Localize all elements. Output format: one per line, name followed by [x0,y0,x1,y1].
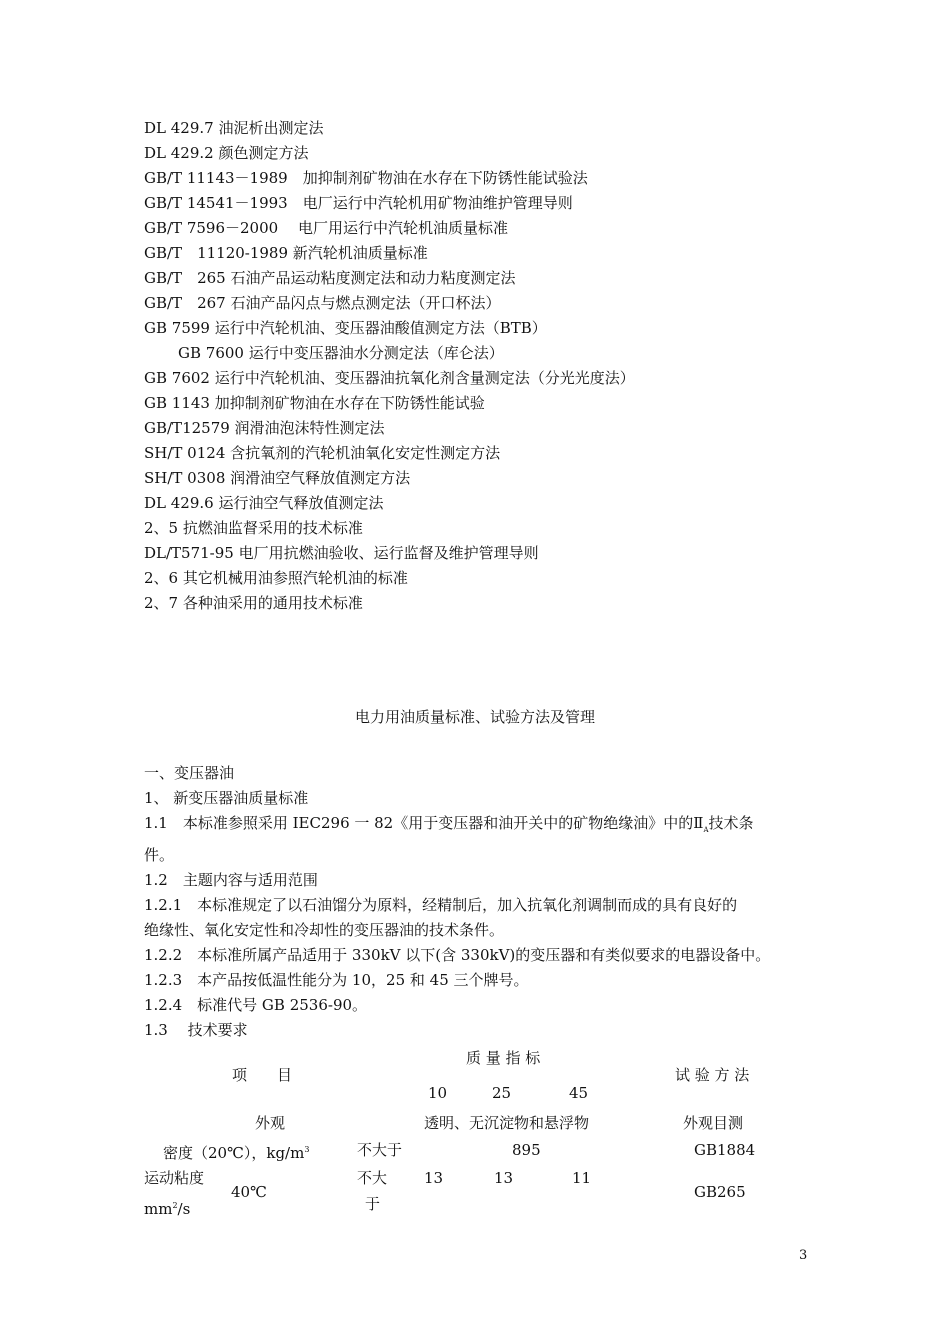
list-item: GB/T 11120-1989 新汽轮机油质量标准 [144,244,428,262]
grade-10: 10 [428,1084,448,1102]
list-item: GB/T 11143－1989 加抑制剂矿物油在水存在下防锈性能试验法 [144,169,588,187]
paragraph: 1.2.3 本产品按低温性能分为 10，25 和 45 三个牌号。 [144,971,529,989]
grade-25: 25 [492,1084,512,1102]
superscript: 2 [172,1201,178,1210]
density-label: 密度（20℃），kg/m [163,1144,305,1162]
list-item: SH/T 0308 润滑油空气释放值测定方法 [144,469,411,487]
list-item: GB 7600 运行中变压器油水分测定法（库仑法） [178,344,504,362]
row-viscosity-value-25: 13 [494,1169,514,1187]
spec-table [144,1044,844,1224]
list-item: GB/T12579 润滑油泡沫特性测定法 [144,419,385,437]
document-title: 电力用油质量标准、试验方法及管理 [354,708,595,726]
row-viscosity-limit: 不大 [357,1169,388,1187]
paragraph-text: 技术条 [708,814,754,832]
list-item: GB 1143 加抑制剂矿物油在水存在下防锈性能试验 [144,394,485,412]
list-item: GB 7602 运行中汽轮机油、变压器油抗氧化剂含量测定法（分光光度法） [144,369,635,387]
list-item: DL 429.2 颜色测定方法 [144,144,309,162]
row-viscosity-limit: 于 [365,1195,381,1213]
unit-text: mm [144,1200,173,1218]
list-item: GB/T 265 石油产品运动粘度测定法和动力粘度测定法 [144,269,516,287]
row-density-value: 895 [512,1141,541,1159]
grade-45: 45 [569,1084,589,1102]
unit-text: /s [177,1200,191,1218]
section-heading: 1.3 技术要求 [144,1021,248,1039]
section-heading: 1.2 主题内容与适用范围 [144,871,318,889]
row-viscosity-method: GB265 [694,1183,746,1201]
row-viscosity-value-10: 13 [424,1169,444,1187]
list-item: GB/T 267 石油产品闪点与燃点测定法（开口杯法） [144,294,501,312]
list-item: GB/T 7596－2000 电厂用运行中汽轮机油质量标准 [144,219,508,237]
section-heading: 2、5 抗燃油监督采用的技术标准 [144,519,363,537]
section-heading: 2、7 各种油采用的通用技术标准 [144,594,363,612]
paragraph: 1.2.2 本标准所属产品适用于 330kV 以下(含 330kV)的变压器和有类似要求的电器设备中。 [144,946,771,964]
row-appearance-method: 外观目测 [683,1114,744,1132]
list-item: SH/T 0124 含抗氧剂的汽轮机油氧化安定性测定方法 [144,444,501,462]
row-appearance-item: 外观 [255,1114,286,1132]
list-item: DL 429.6 运行油空气释放值测定法 [144,494,384,512]
row-viscosity-item: 运动粘度 [144,1169,205,1187]
paragraph [144,811,810,843]
paragraph-text: 1.1 本标准参照采用 IEC296 一 82《用于变压器和油开关中的矿物绝缘油》中的Ⅱ [144,814,704,832]
list-item: DL 429.7 油泥析出测定法 [144,119,324,137]
list-item: GB 7599 运行中汽轮机油、变压器油酸值测定方法（BTB） [144,319,547,337]
header-quality: 质 量 指 标 [466,1049,541,1067]
paragraph-continuation: 件。 [144,846,175,864]
row-viscosity-temp: 40℃ [231,1183,267,1201]
row-density-item [163,1139,309,1164]
row-density-method: GB1884 [694,1141,756,1159]
subscript: A [703,826,709,834]
superscript: 3 [304,1145,310,1154]
row-density-limit: 不大于 [357,1141,403,1159]
paragraph: 1.2.4 标准代号 GB 2536-90。 [144,996,368,1014]
list-item: GB/T 14541－1993 电厂运行中汽轮机用矿物油维护管理导则 [144,194,573,212]
row-appearance-value: 透明、无沉淀物和悬浮物 [424,1114,590,1132]
section-heading: 一、变压器油 [144,764,235,782]
standards-list [144,116,864,616]
header-method: 试 验 方 法 [675,1066,750,1084]
list-item: DL/T571-95 电厂用抗燃油验收、运行监督及维护管理导则 [144,544,539,562]
paragraph: 1.2.1 本标准规定了以石油馏分为原料，经精制后，加入抗氧化剂调制而成的具有良好的 [144,896,738,914]
section-heading: 1、 新变压器油质量标准 [144,789,309,807]
page-number: 3 [799,1248,808,1263]
paragraph-continuation: 绝缘性、氧化安定性和冷却性的变压器油的技术条件。 [144,921,505,939]
row-viscosity-value-45: 11 [572,1169,592,1187]
row-viscosity-unit [144,1195,190,1220]
document-body [144,761,810,1043]
section-heading: 2、6 其它机械用油参照汽轮机油的标准 [144,569,408,587]
header-item: 项 目 [232,1066,293,1084]
